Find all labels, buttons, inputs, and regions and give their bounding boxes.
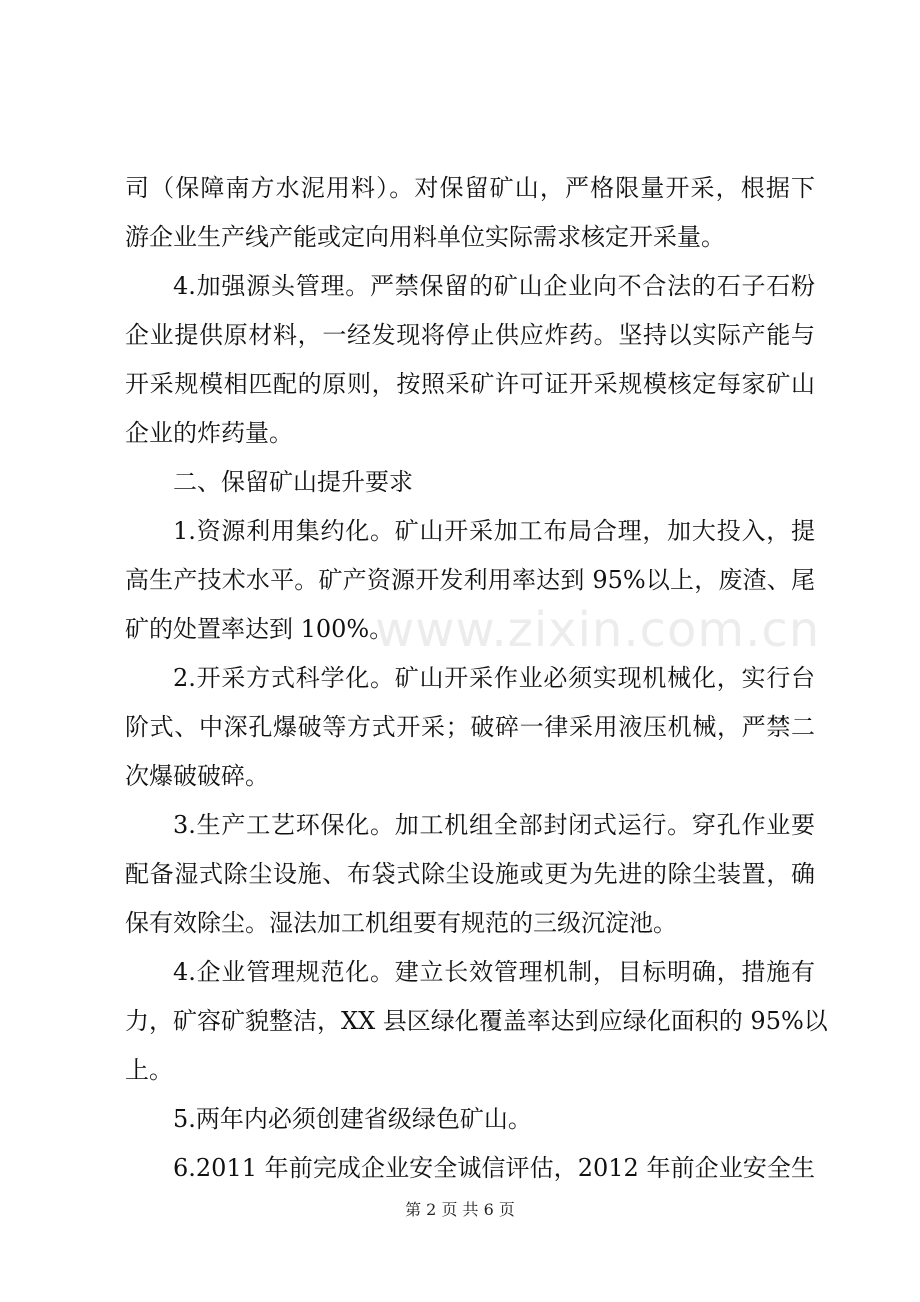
- text-line-16: 保有效除尘。湿法加工机组要有规范的三级沉淀池。: [125, 909, 677, 937]
- text-line-17: 4.企业管理规范化。建立长效管理机制，目标明确，措施有: [173, 958, 815, 986]
- text-line-6: 企业的炸药量。: [125, 419, 293, 447]
- section-heading: 二、保留矿山提升要求: [173, 468, 413, 496]
- text-line-21: 6.2011 年前完成企业安全诚信评估，2012 年前企业安全生: [173, 1154, 815, 1182]
- text-line-11: 2.开采方式科学化。矿山开采作业必须实现机械化，实行台: [173, 664, 815, 692]
- text-line-14: 3.生产工艺环保化。加工机组全部封闭式运行。穿孔作业要: [173, 811, 815, 839]
- watermark-text: www.zixin.com.cn: [375, 602, 821, 658]
- text-line-9: 高生产技术水平。矿产资源开发利用率达到 95%以上，废渣、尾: [125, 566, 815, 594]
- page-footer: 第 2 页 共 6 页: [405, 1200, 515, 1219]
- text-line-1: 司（保障南方水泥用料）。对保留矿山，严格限量开采，根据下: [125, 174, 815, 202]
- text-line-12: 阶式、中深孔爆破等方式开采；破碎一律采用液压机械，严禁二: [125, 713, 815, 741]
- text-line-8: 1.资源利用集约化。矿山开采加工布局合理，加大投入，提: [173, 517, 815, 545]
- text-line-19: 上。: [125, 1056, 173, 1084]
- text-line-2: 游企业生产线产能或定向用料单位实际需求核定开采量。: [125, 223, 725, 251]
- text-line-18: 力，矿容矿貌整洁，XX 县区绿化覆盖率达到应绿化面积的 95%以: [125, 1007, 828, 1035]
- text-line-20: 5.两年内必须创建省级绿色矿山。: [173, 1105, 532, 1133]
- text-line-10: 矿的处置率达到 100%。: [125, 615, 394, 643]
- text-line-15: 配备湿式除尘设施、布袋式除尘设施或更为先进的除尘装置，确: [125, 860, 815, 888]
- text-line-13: 次爆破破碎。: [125, 762, 269, 790]
- text-line-5: 开采规模相匹配的原则，按照采矿许可证开采规模核定每家矿山: [125, 370, 815, 398]
- text-line-3: 4.加强源头管理。严禁保留的矿山企业向不合法的石子石粉: [173, 272, 815, 300]
- text-line-4: 企业提供原材料，一经发现将停止供应炸药。坚持以实际产能与: [125, 321, 815, 349]
